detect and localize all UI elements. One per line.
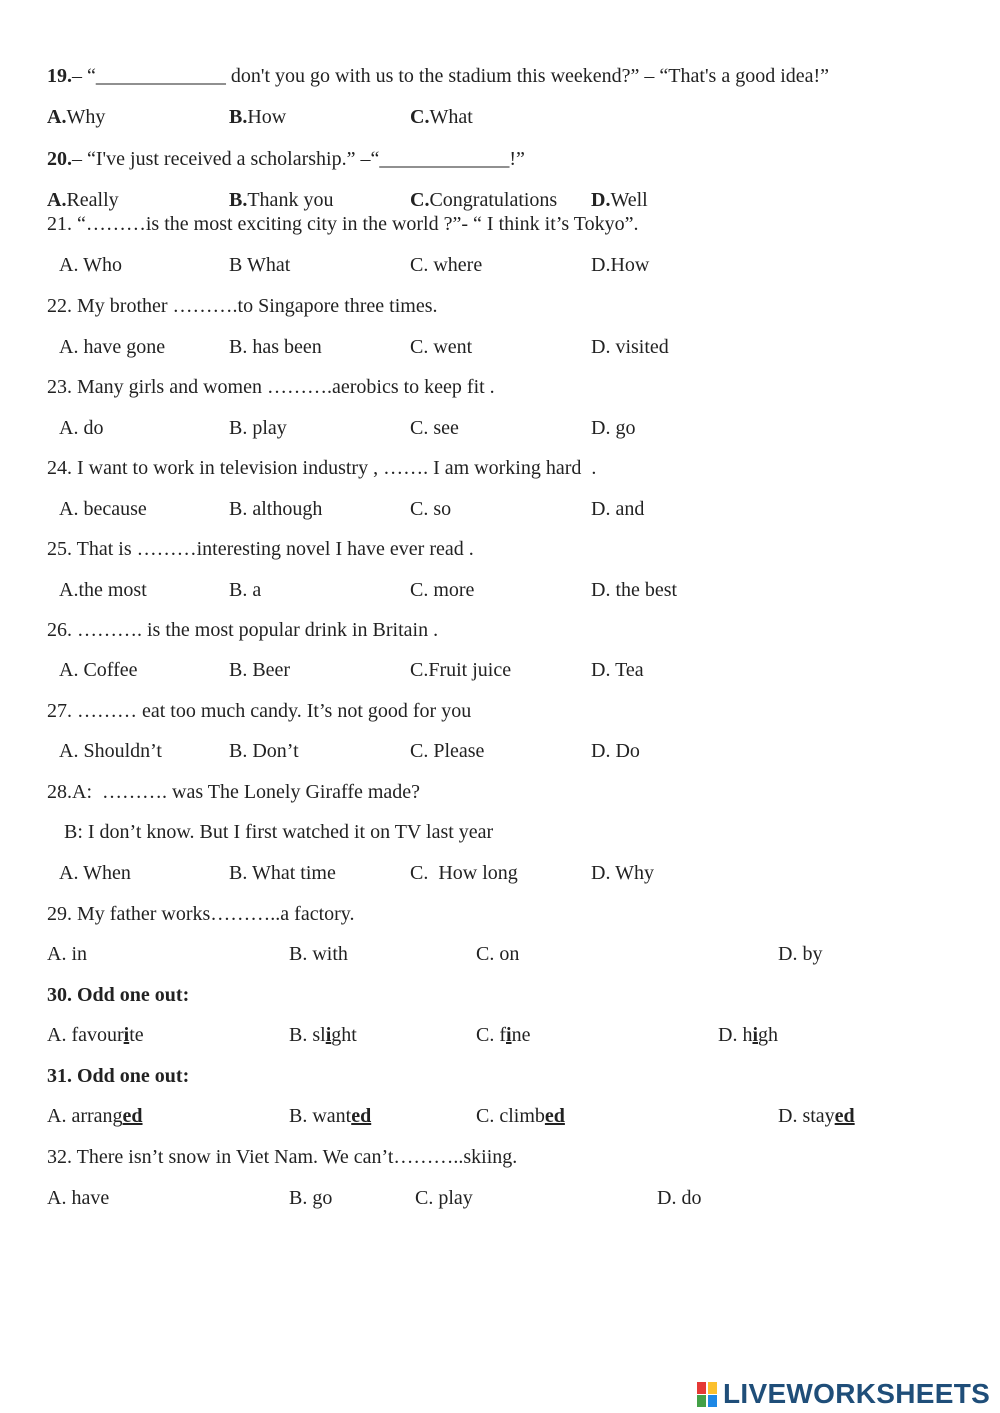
option-21-d[interactable]: D.How — [591, 254, 650, 276]
question-20-text: – “I've just received a scholarship.” –“_____________!” — [72, 148, 525, 170]
option-26-d[interactable]: D. Tea — [591, 659, 644, 681]
option-28-c[interactable]: C. How long — [410, 862, 518, 884]
option-32-d[interactable]: D. do — [657, 1187, 702, 1209]
question-20 — [47, 147, 525, 171]
option-29-c[interactable]: C. on — [476, 943, 520, 965]
option-21-a[interactable]: A. Who — [59, 254, 122, 276]
option-32-b[interactable]: B. go — [289, 1187, 333, 1209]
question-22: 22. My brother ……….to Singapore three times. — [47, 295, 438, 317]
option-31-a[interactable]: A. arranged — [47, 1105, 143, 1127]
option-29-a[interactable]: A. in — [47, 943, 87, 965]
liveworksheets-logo[interactable] — [697, 1377, 990, 1411]
question-19-number: 19. — [47, 65, 72, 87]
option-27-a[interactable]: A. Shouldn’t — [59, 740, 162, 762]
option-29-d[interactable]: D. by — [778, 943, 823, 965]
option-25-a[interactable]: A.the most — [59, 579, 147, 601]
option-23-a[interactable]: A. do — [59, 417, 104, 439]
option-31-c[interactable]: C. climbed — [476, 1105, 565, 1127]
option-21-b[interactable]: B What — [229, 254, 291, 276]
option-27-d[interactable]: D. Do — [591, 740, 640, 762]
question-27: 27. ……… eat too much candy. It’s not good for you — [47, 700, 472, 722]
option-30-b[interactable]: B. slight — [289, 1024, 357, 1046]
option-19-c[interactable]: C.What — [410, 106, 473, 128]
option-20-d[interactable]: D.Well — [591, 189, 648, 211]
option-26-b[interactable]: B. Beer — [229, 659, 291, 681]
question-21: 21. “………is the most exciting city in the world ?”- “ I think it’s Tokyo”. — [47, 213, 639, 235]
option-31-d[interactable]: D. stayed — [778, 1105, 855, 1127]
option-24-c[interactable]: C. so — [410, 498, 452, 520]
option-23-c[interactable]: C. see — [410, 417, 459, 439]
option-28-a[interactable]: A. When — [59, 862, 131, 884]
option-22-a[interactable]: A. have gone — [59, 336, 166, 358]
question-24: 24. I want to work in television industry , ……. I am working hard . — [47, 457, 597, 479]
question-28: 28.A: ………. was The Lonely Giraffe made? — [47, 781, 421, 803]
option-25-d[interactable]: D. the best — [591, 579, 678, 601]
option-28-b[interactable]: B. What time — [229, 862, 336, 884]
question-20-number: 20. — [47, 148, 72, 170]
option-30-d[interactable]: D. high — [718, 1024, 779, 1046]
option-20-b[interactable]: B.Thank you — [229, 189, 334, 211]
option-25-b[interactable]: B. a — [229, 579, 262, 601]
option-19-b[interactable]: B.How — [229, 106, 287, 128]
question-30: 30. Odd one out: — [47, 984, 190, 1006]
logo-text: LIVEWORKSHEETS — [723, 1378, 991, 1409]
option-26-c[interactable]: C.Fruit juice — [410, 659, 512, 681]
question-19-text: – “_____________ don't you go with us to the stadium this weekend?” – “That's a good idea!” — [72, 65, 830, 87]
question-28-response: B: I don’t know. But I first watched it on TV last year — [64, 821, 494, 843]
option-20-c[interactable]: C.Congratulations — [410, 189, 558, 211]
question-26: 26. ………. is the most popular drink in Britain . — [47, 619, 439, 641]
option-25-c[interactable]: C. more — [410, 579, 475, 601]
question-31: 31. Odd one out: — [47, 1065, 190, 1087]
option-27-b[interactable]: B. Don’t — [229, 740, 299, 762]
option-22-c[interactable]: C. went — [410, 336, 473, 358]
option-30-a[interactable]: A. favourite — [47, 1024, 144, 1046]
option-31-b[interactable]: B. wanted — [289, 1105, 372, 1127]
question-19 — [47, 64, 829, 88]
liveworksheets-icon — [697, 1380, 719, 1408]
option-26-a[interactable]: A. Coffee — [59, 659, 138, 681]
option-24-a[interactable]: A. because — [59, 498, 147, 520]
option-21-c[interactable]: C. where — [410, 254, 483, 276]
option-29-b[interactable]: B. with — [289, 943, 348, 965]
option-19-a[interactable]: A.Why — [47, 106, 106, 128]
option-28-d[interactable]: D. Why — [591, 862, 654, 884]
option-32-a[interactable]: A. have — [47, 1187, 110, 1209]
option-22-b[interactable]: B. has been — [229, 336, 322, 358]
option-24-b[interactable]: B. although — [229, 498, 323, 520]
option-22-d[interactable]: D. visited — [591, 336, 669, 358]
option-23-d[interactable]: D. go — [591, 417, 636, 439]
option-24-d[interactable]: D. and — [591, 498, 645, 520]
option-23-b[interactable]: B. play — [229, 417, 287, 439]
option-27-c[interactable]: C. Please — [410, 740, 485, 762]
option-30-c[interactable]: C. fine — [476, 1024, 531, 1046]
question-29: 29. My father works………..a factory. — [47, 903, 355, 925]
option-20-a[interactable]: A.Really — [47, 189, 119, 211]
option-32-c[interactable]: C. play — [415, 1187, 473, 1209]
question-23: 23. Many girls and women ……….aerobics to keep fit . — [47, 376, 495, 398]
question-32: 32. There isn’t snow in Viet Nam. We can’t………..skiing. — [47, 1146, 518, 1168]
question-25: 25. That is ………interesting novel I have ever read . — [47, 538, 474, 560]
